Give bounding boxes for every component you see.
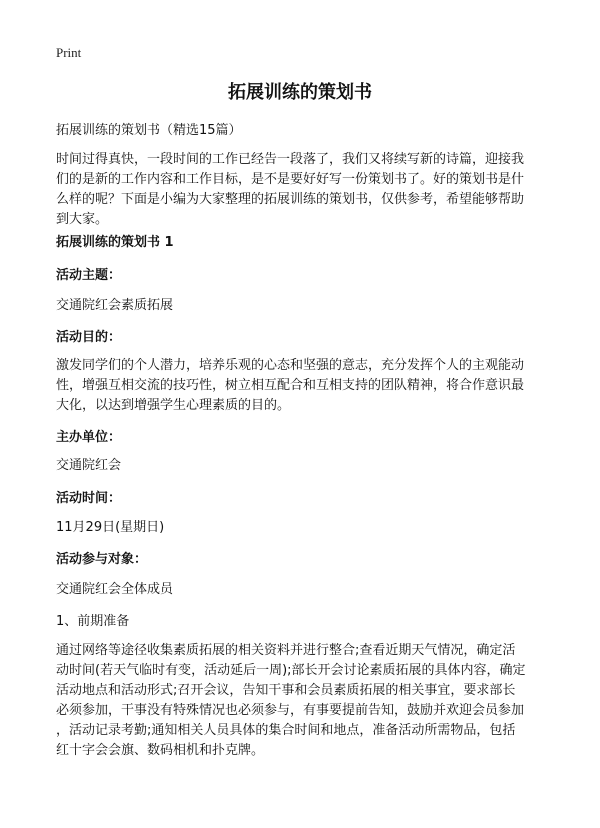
organizer-label: 主办单位： [56,430,122,445]
intro-line: 到大家。 [56,212,109,227]
intro-line: 们的是新的工作内容和工作目标，是不是要好好写一份策划书了。好的策划书是什 [56,172,525,187]
organizer-value: 交通院红会 [56,458,122,473]
prep-paragraph [56,641,548,761]
purpose-line: 大化，以达到增强学生心理素质的目的。 [56,398,291,413]
theme-label: 活动主题： [56,268,122,283]
prep-line: 必须参加，干事没有特殊情况也必须参与，有事要提前告知，鼓励并欢迎会员参加 [56,703,525,718]
prep-line: 红十字会会旗、数码相机和扑克牌。 [56,743,265,758]
theme-value: 交通院红会素质拓展 [56,298,174,313]
prep-line: 通过网络等途径收集素质拓展的相关资料并进行整合;查看近期天气情况，确定活 [56,643,516,658]
prep-line: ，活动记录考勤;通知相关人员具体的集合时间和地点，准备活动所需物品，包括 [56,723,516,738]
time-label: 活动时间： [56,491,122,506]
intro-paragraph [56,150,548,230]
prep-line: 动时间(若天气临时有变，活动延后一周);部长开会讨论素质拓展的具体内容，确定 [56,663,526,678]
participants-label: 活动参与对象： [56,552,148,567]
document-subtitle: 拓展训练的策划书（精选15篇） [56,123,242,138]
purpose-line: 激发同学们的个人潜力，培养乐观的心态和坚强的意志，充分发挥个人的主观能动 [56,358,525,373]
time-value: 11月29日(星期日) [56,520,165,535]
print-label: Print [56,45,82,60]
intro-line: 时间过得真快，一段时间的工作已经告一段落了，我们又将续写新的诗篇，迎接我 [56,152,525,167]
section-heading: 拓展训练的策划书 1 [56,235,174,250]
page-title: 拓展训练的策划书 [228,82,372,103]
purpose-paragraph [56,356,548,416]
purpose-label: 活动目的： [56,330,122,345]
purpose-line: 性，增强互相交流的技巧性，树立相互配合和互相支持的团队精神，将合作意识最 [56,378,525,393]
participants-value: 交通院红会全体成员 [56,582,174,597]
prep-line: 活动地点和活动形式;召开会议，告知干事和会员素质拓展的相关事宜，要求部长 [56,683,516,698]
intro-line: 么样的呢？下面是小编为大家整理的拓展训练的策划书，仅供参考，希望能够帮助 [56,192,525,207]
prep-heading: 1、前期准备 [56,614,130,629]
